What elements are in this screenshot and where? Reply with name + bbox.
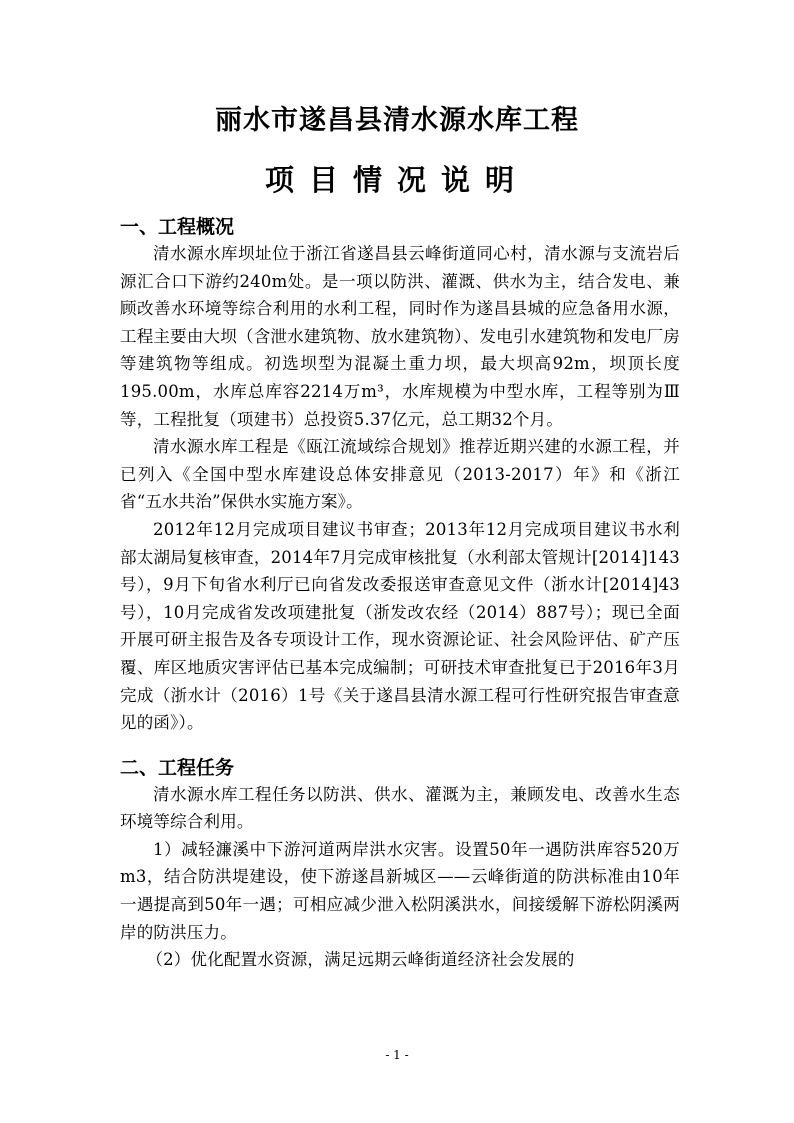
paragraph: 清水源水库坝址位于浙江省遂昌县云峰街道同心村，清水源与支流岩后源汇合口下游约240m处。是一项以防洪、灌溉、供水为主，结合发电、兼顾改善水环境等综合利用的水利工程，同时作为遂昌县城的应急备用水源，工程主要由大坝（含泄水建筑物、放水建筑物）、发电引水建筑物和发电厂房等建筑物等组成。初选坝型为混凝土重力坝，最大坝高92m，坝顶长度195.00m，水库总库容2214万m³，水库规模为中型水库，工程等别为Ⅲ等，工程批复（项建书）总投资5.37亿元，总工期32个月。 xyxy=(120,244,680,429)
document-subtitle: 项目情况说明 xyxy=(264,163,529,197)
paragraph: （2）优化配置水资源，满足远期云峰街道经济社会发展的 xyxy=(146,950,575,970)
page-number: - 1 - xyxy=(385,1048,409,1062)
document-body xyxy=(120,214,680,974)
paragraph: 2012年12月完成项目建议书审查；2013年12月完成项目建议书水利部太湖局复核审查，2014年7月完成审核批复（水利部太管规计[2014]143号），9月下旬省水利厅已向省发改委报送审查意见文件（浙水计[2014]43号），10月完成省发改项建批复（浙发改农经（2014）887号）；现已全面开展可研主报告及各专项设计工作，现水资源论证、社会风险评估、矿产压覆、库区地质灾害评估已基本完成编制；可研技术审查批复已于2016年3月完成（浙水计（2016）1号《关于遂昌县清水源工程可行性研究报告审查意见的函》）。 xyxy=(120,519,680,733)
paragraph: 清水源水库工程是《瓯江流域综合规划》推荐近期兴建的水源工程，并已列入《全国中型水库建设总体安排意见（2013-2017）年》和《浙江省“五水共治”保供水实施方案》。 xyxy=(120,437,680,512)
document-title: 丽水市遂昌县清水源水库工程 xyxy=(215,105,579,136)
paragraph: 清水源水库工程任务以防洪、供水、灌溉为主，兼顾发电、改善水生态环境等综合利用。 xyxy=(120,784,680,832)
section-heading-overview: 一、工程概况 xyxy=(120,216,235,238)
section-heading-tasks: 二、工程任务 xyxy=(120,756,235,779)
paragraph: 1）减轻濂溪中下游河道两岸洪水灾害。设置50年一遇防洪库容520万m3，结合防洪堤建设，使下游遂昌新城区——云峰街道的防洪标准由10年一遇提高到50年一遇；可相应减少泄入松阴溪洪水，间接缓解下游松阴溪两岸的防洪压力。 xyxy=(120,839,680,942)
